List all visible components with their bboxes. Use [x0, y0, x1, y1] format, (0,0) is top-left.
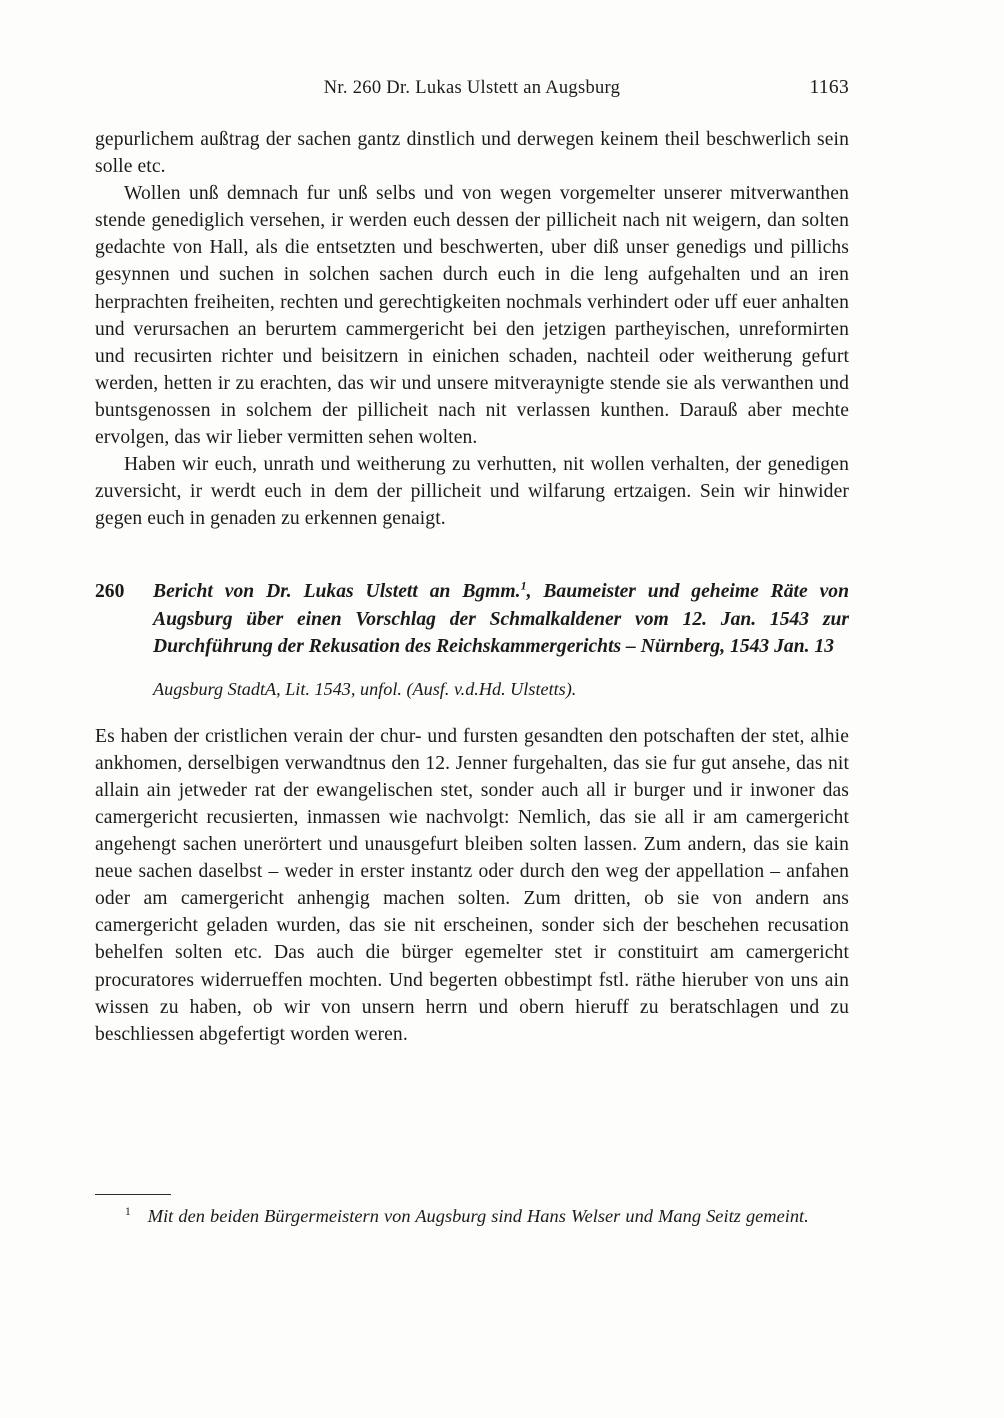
- paragraph-continuation: gepurlichem außtrag der sachen gantz dinstlich und derwegen keinem theil beschwerlich sein solle etc.: [95, 129, 849, 178]
- letter-end-text: [95, 126, 849, 532]
- footnote-area: [95, 1194, 849, 1230]
- running-title: Nr. 260 Dr. Lukas Ulstett an Augsburg: [323, 78, 621, 98]
- paragraph: Es haben der cristlichen verain der chur- und fursten gesandten den potschaften der stet, alhie ankhomen, derselbigen verwandtnus den 12. Jenner furgehalten, das sie fur gut ansehe, das nit allain ain jetweder rat der ewangelischen stet, sonder auch all ir burger und ir inwoner das camergericht recusierten, inmassen wie nachvolgt: Nemlich, das sie all ir am camergericht angehengt sachen unerörtert und unausgefurt bleiben solten lassen. Zum andern, das sie kain neue sachen daselbst – weder in erster instantz oder durch den weg der appellation – anfahen oder am camergericht anhengig machen solten. Zum dritten, ob sie von andern ans camergericht geladen wurden, das sie nit erscheinen, sonder sich der beschehen recusation behelfen solten etc. Das auch die bürger egemelter stet ir constituirt am camergericht procuratores widerrueffen mochten. Und begerten obbestimpt fstl. räthe hieruber von uns ain wissen zu haben, ob wir von unsern herrn und obern hieruff zu beratschlagen und zu beschliessen abgefertigt worden weren.: [95, 725, 849, 1045]
- footnote-reference: 1: [520, 578, 527, 593]
- footnote-marker: 1: [125, 1205, 131, 1218]
- page-number: 1163: [809, 77, 849, 98]
- entry-number: 260: [95, 581, 125, 603]
- paragraph: Haben wir euch, unrath und weitherung zu verhutten, nit wollen verhalten, der genedigen zuversicht, ir werdt euch in dem der pillicheit und wilfarung ertzaigen. Sein wir hinwider gegen euch in genaden zu erkennen genaigt.: [95, 454, 849, 530]
- footnote-text: Mit den beiden Bürgermeistern von Augsburg sind Hans Welser und Mang Seitz gemeint.: [147, 1206, 809, 1226]
- footnote-separator-rule: [95, 1194, 171, 1195]
- entry-260-section: [95, 578, 849, 1047]
- entry-title: [153, 578, 849, 659]
- entry-body-text: [95, 723, 849, 1048]
- entry-title-text: , Baumeister und geheime Räte von Augsburg über einen Vorschlag der Schmalkaldener vom 12. Jan. 1543 zur Durchführung der Rekusation des Reichskammergerichts – Nürnberg, 1543 Jan. 13: [153, 581, 849, 657]
- archival-source-line: Augsburg StadtA, Lit. 1543, unfol. (Ausf. v.d.Hd. Ulstetts).: [153, 678, 577, 699]
- footnote: [95, 1204, 849, 1230]
- entry-title-text: Bericht von Dr. Lukas Ulstett an Bgmm.: [153, 581, 521, 603]
- entry-heading: [95, 578, 849, 659]
- page-header: [95, 78, 849, 104]
- paragraph: Wollen unß demnach fur unß selbs und von wegen vorgemelter unserer mitverwanthen stende genediglich versehen, ir werden euch dessen der pillicheit nach nit weigern, dan solten gedachte von Hall, als die entsetzten und beschwerten, uber diß unser genedigs und pillichs gesynnen und suchen in solchen sachen durch euch in die leng aufgehalten und an iren herprachten freiheiten, rechten und gerechtigkeiten nochmals verhindert oder uff euer anhalten und verursachen an berurtem cammergericht bei den jetzigen partheyischen, unreformirten und recusirten richter und beisitzern in einichen schaden, nachteil oder weitherung gefurt werden, hetten ir zu erachten, das wir und unsere mitveraynigte stende sie als verwanthen und buntsgenossen in solchem der pillicheit nach nit verlassen kunthen. Darauß aber mechte ervolgen, das wir lieber vermitten sehen wolten.: [95, 183, 849, 449]
